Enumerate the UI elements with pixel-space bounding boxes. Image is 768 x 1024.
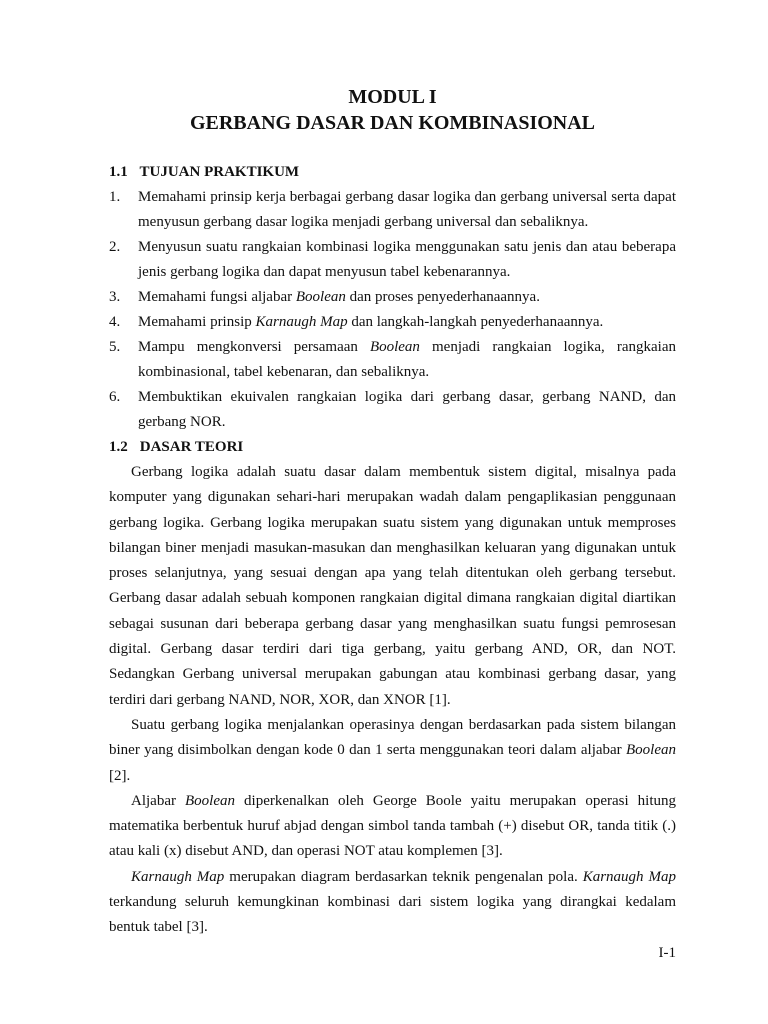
text-run: Memahami prinsip kerja berbagai gerbang dasar logika dan gerbang universal serta dapat menyusun gerbang dasar logika menjadi gerbang universal dan sebaliknya.: [138, 189, 676, 230]
objective-number: 1.: [109, 189, 121, 205]
text-run: menjadi rangkaian logika, rangkaian kombinasional, tabel kebenaran, dan sebaliknya.: [138, 339, 676, 380]
objective-item: [109, 235, 676, 285]
text-run: Gerbang logika adalah suatu dasar dalam membentuk sistem digital, misalnya pada komputer yang digunakan sehari-hari merupakan wadah dalam pengaplikasian penggunaan gerbang logika. Gerbang logika merupakan suatu sistem yang digunakan untuk memproses bilangan biner menjadi masukan-masukan dan menghasilkan keluaran yang digunakan untuk proses selanjutnya, yang sesuai dengan apa yang telah ditentukan oleh gerbang tersebut. Gerbang dasar adalah sebuah komponen rangkaian digital dimana rangkaian digital diartikan sebagai susunan dari beberapa gerbang dasar yang menghasilkan suatu fungsi pemrosesan digital. Gerbang dasar terdiri dari tiga gerbang, yaitu gerbang AND, OR, dan NOT. Sedangkan Gerbang universal merupakan gabungan atau kombinasi gerbang dasar, yang terdiri dari gerbang NAND, NOR, XOR, dan XNOR [1].: [109, 464, 676, 708]
theory-paragraph: [109, 789, 676, 865]
objective-number: 2.: [109, 239, 121, 255]
text-run: Memahami prinsip: [138, 314, 256, 330]
objective-item: [109, 385, 676, 435]
module-title: MODUL I: [348, 86, 437, 108]
italic-term: Boolean: [295, 289, 346, 305]
objective-item: [109, 310, 676, 335]
italic-term: Karnaugh Map: [255, 314, 348, 330]
italic-term: Boolean: [185, 792, 236, 809]
objective-number: 3.: [109, 289, 121, 305]
italic-term: Boolean: [626, 742, 676, 759]
text-run: Menyusun suatu rangkaian kombinasi logika menggunakan satu jenis dan atau beberapa jenis gerbang logika dan dapat menyusun tabel kebenarannya.: [138, 239, 676, 280]
objective-number: 6.: [109, 389, 121, 405]
italic-term: Karnaugh Map: [131, 868, 225, 885]
theory-paragraph: [109, 865, 676, 941]
text-run: Memahami fungsi aljabar: [138, 289, 296, 305]
text-run: diperkenalkan oleh George Boole yaitu merupakan operasi hitung matematika berbentuk huruf abjad dengan simbol tanda tambah (+) disebut OR, tanda titik (.) atau kali (x) disebut AND, dan operasi NOT atau komplemen [3].: [109, 792, 676, 860]
italic-term: Karnaugh Map: [582, 868, 677, 885]
module-subtitle: GERBANG DASAR DAN KOMBINASIONAL: [189, 112, 596, 134]
objective-item: [109, 285, 676, 310]
text-run: terkandung seluruh kemungkinan kombinasi dari sistem logika yang dirangkai kedalam bentuk tabel [3].: [109, 894, 676, 936]
section-title: TUJUAN PRAKTIKUM: [139, 164, 300, 180]
section-heading-dasar-teori: [109, 435, 676, 460]
text-run: merupakan diagram berdasarkan teknik pengenalan pola.: [224, 868, 583, 885]
page-number: I-1: [658, 945, 676, 961]
section-number: 1.1: [109, 164, 128, 180]
italic-term: Boolean: [369, 339, 420, 355]
theory-body: [109, 460, 676, 941]
text-run: [2].: [109, 767, 131, 784]
objective-item: [109, 335, 676, 385]
text-run: Mampu mengkonversi persamaan: [138, 339, 370, 355]
objective-number: 5.: [109, 339, 121, 355]
section-title: DASAR TEORI: [139, 439, 244, 455]
objective-number: 4.: [109, 314, 121, 330]
objectives-list: [109, 185, 676, 435]
text-run: Aljabar: [131, 792, 186, 809]
section-heading-tujuan: [109, 160, 676, 185]
section-number: 1.2: [109, 439, 128, 455]
text-run: Membuktikan ekuivalen rangkaian logika dari gerbang dasar, gerbang NAND, dan gerbang NOR.: [138, 389, 676, 430]
text-run: Suatu gerbang logika menjalankan operasinya dengan berdasarkan pada sistem bilangan biner yang disimbolkan dengan kode 0 dan 1 serta menggunakan teori dalam aljabar: [109, 716, 676, 759]
theory-paragraph: [109, 713, 676, 789]
text-run: dan langkah-langkah penyederhanaannya.: [347, 314, 604, 330]
theory-paragraph: [109, 460, 676, 713]
objective-item: [109, 185, 676, 235]
text-run: dan proses penyederhanaannya.: [345, 289, 540, 305]
